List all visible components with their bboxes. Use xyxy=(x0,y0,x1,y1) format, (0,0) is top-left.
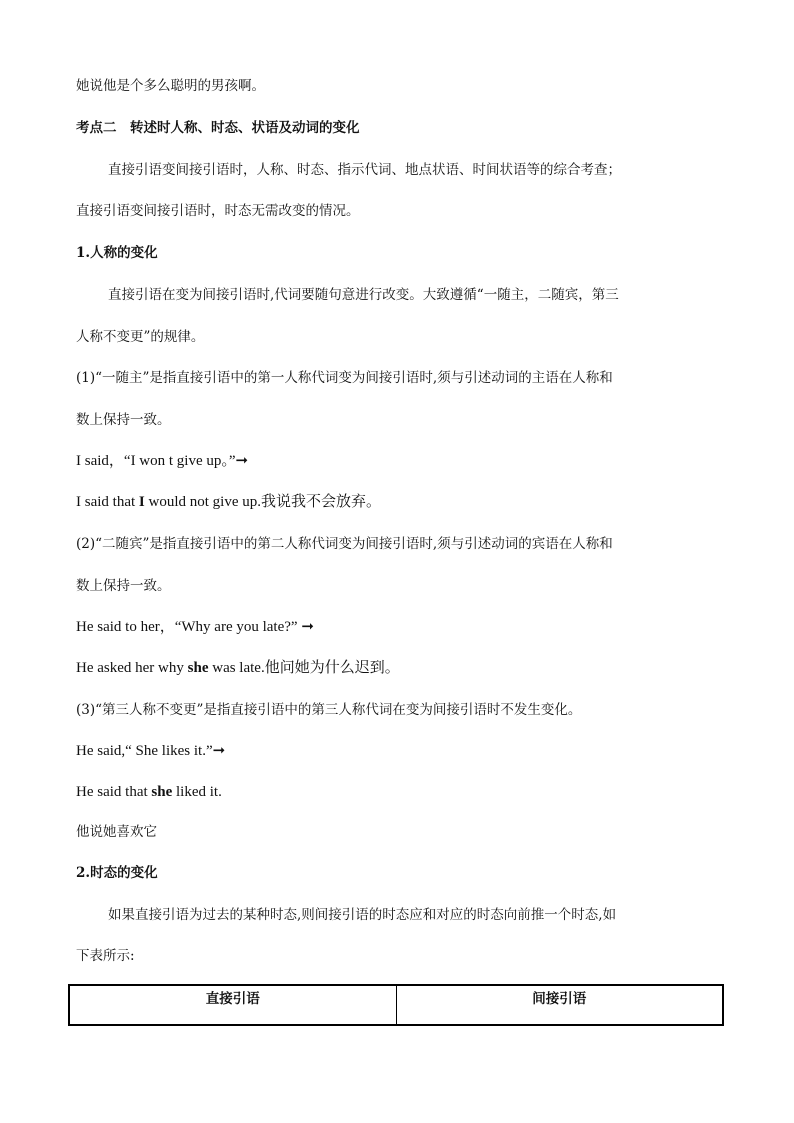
tense-table xyxy=(68,984,724,1026)
example-direct: He said to her，“Why are you late?” ➞ xyxy=(76,619,314,635)
section-heading: 考点二 转述时人称、时态、状语及动词的变化 xyxy=(76,120,360,136)
rule-line: 数上保持一致。 xyxy=(76,412,171,428)
rule-line: (3)“第三人称不变更”是指直接引语中的第三人称代词在变为间接引语时不发生变化。 xyxy=(76,702,582,718)
example-indirect xyxy=(76,783,222,801)
example-direct: I said，“I won t give up。”➞ xyxy=(76,453,249,469)
rule-line: (2)“二随宾”是指直接引语中的第二人称代词变为间接引语时,须与引述动词的宾语在人称和 xyxy=(76,536,613,552)
paragraph-line: 如果直接引语为过去的某种时态,则间接引语的时态应和对应的时态向前推一个时态,如 xyxy=(108,907,617,923)
subsection-heading: 1.人称的变化 xyxy=(76,245,158,261)
example-indirect xyxy=(76,659,400,677)
table-header-indirect: 间接引语 xyxy=(396,986,723,1024)
subsection-heading: 2.时态的变化 xyxy=(76,865,158,881)
example-text: He said that xyxy=(76,784,152,800)
paragraph-line: 直接引语变间接引语时，时态无需改变的情况。 xyxy=(76,203,360,219)
example-direct: He said,“ She likes it.”➞ xyxy=(76,743,226,759)
example-text: I said that xyxy=(76,494,139,510)
example-pronoun: I xyxy=(138,494,145,510)
example-translation: 他说她喜欢它 xyxy=(76,824,157,840)
rule-line: (1)“一随主”是指直接引语中的第一人称代词变为间接引语时,须与引述动词的主语在人称和 xyxy=(76,370,613,386)
paragraph-line: 人称不变更”的规律。 xyxy=(76,329,205,345)
rule-line: 数上保持一致。 xyxy=(76,578,171,594)
example-text: He asked her why xyxy=(76,660,188,676)
example-text: liked it. xyxy=(172,784,222,800)
example-text: would not give up.我说我不会放弃。 xyxy=(144,494,381,510)
example-text: was late.他问她为什么迟到。 xyxy=(208,660,400,676)
text-line: 她说他是个多么聪明的男孩啊。 xyxy=(76,78,265,94)
paragraph-line: 直接引语在变为间接引语时,代词要随句意进行改变。大致遵循“一随主，二随宾，第三 xyxy=(108,287,619,303)
paragraph-line: 下表所示: xyxy=(76,948,135,964)
example-pronoun: she xyxy=(187,660,209,676)
paragraph-line: 直接引语变间接引语时，人称、时态、指示代词、地点状语、时间状语等的综合考查； xyxy=(108,162,621,178)
table-header-direct: 直接引语 xyxy=(205,991,260,1007)
example-indirect xyxy=(76,493,381,511)
example-pronoun: she xyxy=(151,784,173,800)
